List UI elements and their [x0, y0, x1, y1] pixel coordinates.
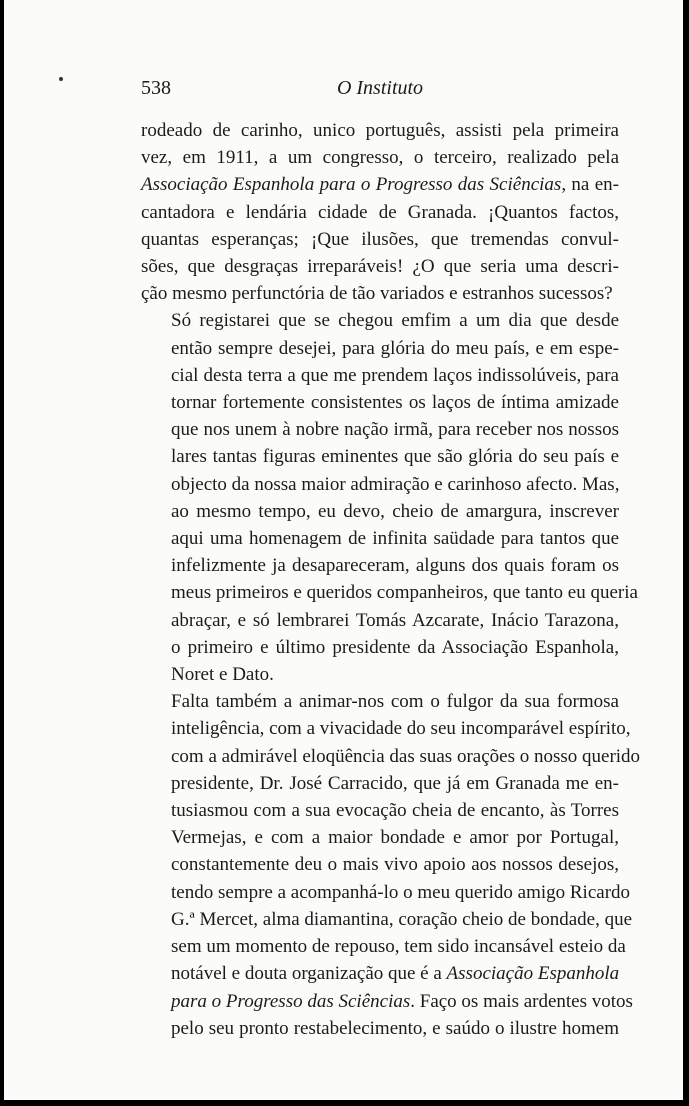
- margin-speck: [59, 77, 63, 81]
- text-run: que nos unem à nobre nação irmã, para receber nos nossos: [171, 419, 619, 441]
- text-line: [141, 770, 619, 797]
- text-run: aqui uma homenagem de infinita saüdade para tantos que: [171, 528, 619, 550]
- text-run: sem um momento de repouso, tem sido incansável esteio da: [171, 936, 626, 958]
- text-line: [141, 988, 633, 1015]
- text-run: cial desta terra a que me prendem laços indissolúveis, para: [171, 364, 619, 386]
- running-head: O Instituto: [336, 77, 424, 99]
- text-line: [141, 661, 619, 688]
- text-line: [141, 960, 619, 987]
- text-line: [141, 199, 619, 226]
- text-line: [141, 471, 619, 498]
- text-run: infelizmente ja desapareceram, alguns dos quais foram os: [171, 555, 619, 577]
- text-run: notável e douta organização que é a: [171, 963, 447, 985]
- text-line: [141, 634, 619, 661]
- text-line: [141, 307, 619, 334]
- text-run: inteligência, com a vivacidade do seu incomparável espírito,: [171, 718, 631, 740]
- text-line: [141, 797, 619, 824]
- text-line: [141, 743, 641, 770]
- paragraph: [141, 117, 619, 307]
- text-line: [141, 335, 619, 362]
- text-line: [141, 1015, 619, 1042]
- text-run: cantadora e lendária cidade de Granada. ¡Quantos factos,: [141, 201, 619, 223]
- text-line: [141, 552, 619, 579]
- text-line: [141, 117, 619, 144]
- text-line: [141, 933, 626, 960]
- paragraph: [141, 307, 638, 688]
- text-run: sões, que desgraças irreparáveis! ¿O que seria uma descri-: [141, 256, 619, 278]
- paragraph: [141, 688, 641, 1042]
- italic-text: Associação Espanhola: [446, 963, 620, 985]
- body-text: [141, 117, 641, 1042]
- text-run: vez, em 1911, a um congresso, o terceiro, realizado pela: [141, 147, 619, 169]
- text-run: quantas esperanças; ¡Que ilusões, que tremendas convul-: [141, 228, 619, 250]
- text-line: [141, 824, 619, 851]
- text-run: rodeado de carinho, unico português, assisti pela primeira: [141, 120, 619, 141]
- text-run: abraçar, e só lembrarei Tomás Azcarate, Inácio Tarazona,: [171, 609, 619, 631]
- text-line: [141, 906, 633, 933]
- text-line: [141, 226, 619, 253]
- text-run: tusiasmou com a sua evocação cheia de encanto, às Torres: [171, 800, 619, 822]
- text-run: , na en-: [561, 174, 620, 196]
- text-run: lares tantas figuras eminentes que são glória do seu país e: [171, 446, 619, 468]
- text-run: presidente, Dr. José Carracido, que já em Granada me en-: [171, 772, 619, 794]
- text-line: [141, 715, 631, 742]
- text-run: . Faço os mais ardentes votos: [410, 990, 633, 1012]
- text-line: [141, 443, 619, 470]
- text-run: Só registarei que se chegou emfim a um dia que desde: [171, 310, 619, 332]
- book-page: [4, 0, 683, 1100]
- text-run: Vermejas, e com a maior bondade e amor por Portugal,: [171, 827, 619, 849]
- text-line: [141, 607, 619, 634]
- text-run: meus primeiros e queridos companheiros, que tanto eu queria: [171, 582, 638, 604]
- text-run: Noret e Dato.: [171, 664, 274, 686]
- page-number: 538: [141, 77, 171, 99]
- text-line: [141, 416, 619, 443]
- text-line: [141, 362, 619, 389]
- text-run: ção mesmo perfunctória de tão variados e estranhos sucessos?: [141, 283, 613, 305]
- text-line: [141, 579, 638, 606]
- text-line: [141, 280, 619, 307]
- text-line: [141, 389, 619, 416]
- text-run: objecto da nossa maior admiração e carinhoso afecto. Mas,: [171, 473, 620, 495]
- text-line: [141, 171, 619, 198]
- italic-text: Associação Espanhola para o Progresso das Sciências: [141, 174, 562, 196]
- text-run: tornar fortemente consistentes os laços de íntima amizade: [171, 392, 619, 414]
- text-line: [141, 144, 619, 171]
- text-run: o primeiro e último presidente da Associação Espanhola,: [171, 636, 619, 658]
- text-run: G.ª Mercet, alma diamantina, coração cheio de bondade, que: [171, 908, 633, 930]
- text-run: então sempre desejei, para glória do meu país, e em espe-: [171, 337, 619, 359]
- text-run: constantemente deu o mais vivo apoio aos nossos desejos,: [171, 854, 619, 876]
- text-line: [141, 851, 619, 878]
- italic-text: para o Progresso das Sciências: [171, 990, 411, 1012]
- text-line: [141, 879, 631, 906]
- text-run: tendo sempre a acompanhá-lo o meu querido amigo Ricardo: [171, 881, 631, 903]
- text-run: Falta também a animar-nos com o fulgor da sua formosa: [171, 691, 619, 713]
- text-line: [141, 525, 619, 552]
- page-header: [141, 77, 619, 103]
- text-line: [141, 253, 619, 280]
- text-run: pelo seu pronto restabelecimento, e saúdo o ilustre homem: [171, 1017, 619, 1039]
- text-run: ao mesmo tempo, eu devo, cheio de amargura, inscrever: [171, 500, 619, 522]
- text-line: [141, 688, 619, 715]
- text-line: [141, 498, 619, 525]
- text-run: com a admirável eloqüência das suas orações o nosso querido: [171, 745, 641, 767]
